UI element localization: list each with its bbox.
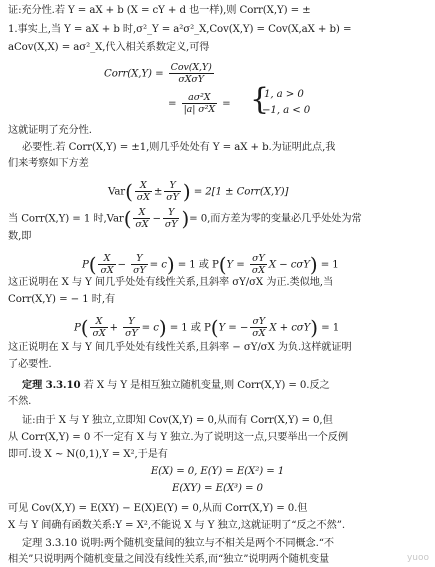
equation-corr-result: = $\frac{\text{aσ²X}}{\text{|a| σ²X}}$ = bbox=[168, 92, 231, 115]
eq5-frac2 bbox=[123, 316, 140, 339]
text-line-10-start: 当 Corr(X,Y) = 1 时,Var bbox=[8, 213, 124, 225]
equation-prob-negative: P( $\frac{X}{\sigma X}$ + $\frac{Y}{\sigma Y}$ = c) = 1 或 P(Y = − $\frac{\sigma Y}{\sigma X}$ X + cσY) = 1 bbox=[74, 315, 340, 340]
text-line-26: X 与 Y 间确有函数关系:Y = X²,不能说 X 与 Y 独立,这就证明了“反之不然”. bbox=[8, 520, 345, 531]
text-line-1: 证:充分性.若 Y = aX + b (X = cY + d 也一样),则 Corr(X,Y) = ± bbox=[8, 5, 311, 16]
theorem-line bbox=[22, 378, 330, 393]
text-line-25: 可见 Cov(X,Y) = E(XY) − E(X)E(Y) = 0,从而 Corr(X,Y) = 0.但 bbox=[8, 503, 308, 514]
equation-exy: E(XY) = E(X³) = 0 bbox=[172, 483, 263, 494]
equation-expectations: E(X) = 0, E(Y) = E(X²) = 1 bbox=[150, 466, 285, 477]
eq4-y: Y = bbox=[226, 259, 248, 271]
text-line-20: 证:由于 X 与 Y 独立,立即知 Cov(X,Y) = 0,从而有 Corr(X,Y) = 0,但 bbox=[22, 415, 333, 426]
text-line-3: aCov(X,X) = aσ²_X,代入相关系数定义,可得 bbox=[8, 42, 210, 53]
watermark: yuoo bbox=[406, 553, 429, 563]
eq5-eq-c: = c bbox=[141, 322, 159, 334]
eq5-frac1 bbox=[90, 316, 107, 339]
l10-frac1 bbox=[133, 207, 150, 230]
eq4-tail: X − cσY bbox=[268, 259, 310, 271]
eq3-frac2-den: σY bbox=[166, 192, 179, 203]
eq1-numerator: Cov(X,Y) bbox=[170, 62, 212, 73]
eq3-plusminus: ± bbox=[153, 186, 163, 198]
text-line-28: 相关”只说明两个随机变量之间没有线性关系,而“独立”说明两个随机变量 bbox=[8, 554, 330, 565]
equation-prob-positive: P( $\frac{X}{\sigma X}$ − $\frac{Y}{\sigma Y}$ = c) = 1 或 P(Y = $\frac{\sigma Y}{\sigma X}$ X − cσY) = 1 bbox=[82, 252, 339, 277]
eq3-frac2-num: Y bbox=[164, 180, 181, 192]
l10-frac2-den: σY bbox=[164, 219, 178, 230]
eq5-or: = 1 或 P bbox=[169, 322, 211, 334]
l10-frac2-num: Y bbox=[163, 207, 180, 219]
text-line-27: 定理 3.3.10 说明:两个随机变量间的独立与不相关是两个不同概念.“不 bbox=[22, 538, 334, 549]
eq3-frac2 bbox=[164, 180, 181, 203]
eq4-slope-num: σY bbox=[250, 253, 267, 265]
eq5-frac1-den: σX bbox=[92, 328, 106, 339]
eq4-slope-den: σX bbox=[251, 265, 265, 276]
eq5-frac1-num: X bbox=[90, 316, 107, 328]
text-line-2: 1.事实上,当 Y = aX + b 时,σ²_Y = a²σ²_X,Cov(X,Y) = Cov(X,aX + b) = bbox=[8, 24, 352, 35]
text-line-13: 这正说明在 X 与 Y 间几乎处处有线性关系,且斜率 σY/σX 为正.类似地,当 bbox=[8, 277, 334, 288]
text-line-7: 必要性.若 Corr(X,Y) = ±1,则几乎处处有 Y = aX + b.为证明此点,我 bbox=[22, 142, 336, 153]
eq4-p: P bbox=[82, 259, 89, 271]
eq3-frac1-den: σX bbox=[136, 192, 150, 203]
theorem-text: 若 X 与 Y 是相互独立随机变量,则 Corr(X,Y) = 0.反之 bbox=[80, 380, 330, 391]
equation-corr-definition bbox=[104, 62, 216, 85]
eq4-frac2-den: σY bbox=[133, 265, 146, 276]
eq2-numerator: aσ²X bbox=[182, 92, 217, 104]
eq2-denominator: |a| σ²X bbox=[183, 104, 216, 115]
eq3-rest: = 2[1 ± Corr(X,Y)] bbox=[193, 186, 289, 198]
eq2-equals: = bbox=[168, 98, 177, 110]
eq5-plus: + bbox=[109, 322, 122, 334]
text-line-22: 即可.设 X ~ N(0,1),Y = X²,于是有 bbox=[8, 449, 168, 460]
text-line-10: 当 Corr(X,Y) = 1 时,Var( $\frac{X}{\sigma X}$ − $\frac{Y}{\sigma Y}$ )= 0,而方差为零的变量必几乎处处为常 bbox=[8, 206, 362, 231]
eq5-y: Y = − bbox=[218, 322, 249, 334]
text-line-21: 从 Corr(X,Y) = 0 不一定有 X 与 Y 独立.为了说明这一点,只要举出一个反例 bbox=[8, 432, 348, 443]
eq5-slope bbox=[250, 316, 267, 339]
eq4-end: = 1 bbox=[320, 259, 339, 271]
eq5-end: = 1 bbox=[321, 322, 340, 334]
text-line-19: 不然. bbox=[8, 396, 32, 407]
eq4-eq-c: = c bbox=[149, 259, 167, 271]
text-line-16: 这正说明在 X 与 Y 间几乎处处有线性关系,且斜率 − σY/σX 为负.这样就证明 bbox=[8, 342, 352, 353]
eq3-frac1 bbox=[135, 180, 152, 203]
text-line-10-end: = 0,而方差为零的变量必几乎处处为常 bbox=[189, 213, 362, 225]
eq5-frac2-num: Y bbox=[123, 316, 140, 328]
eq5-frac2-den: σY bbox=[125, 328, 138, 339]
cases-brace: { bbox=[250, 82, 270, 117]
eq5-slope-den: σX bbox=[252, 328, 266, 339]
l10-frac1-den: σX bbox=[135, 219, 149, 230]
eq5-tail: X + cσY bbox=[269, 322, 311, 334]
eq4-frac1 bbox=[98, 253, 115, 276]
eq5-p: P bbox=[74, 322, 81, 334]
eq2-fraction bbox=[182, 92, 217, 115]
eq4-or: = 1 或 P bbox=[177, 259, 219, 271]
eq1-fraction bbox=[169, 62, 214, 85]
eq1-denominator: σXσY bbox=[178, 74, 204, 85]
eq5-slope-num: σY bbox=[250, 316, 267, 328]
text-line-14: Corr(X,Y) = − 1 时,有 bbox=[8, 294, 116, 305]
eq3-frac1-num: X bbox=[135, 180, 152, 192]
text-line-17: 了必要性. bbox=[8, 359, 52, 370]
text-line-8: 们来考察如下方差 bbox=[8, 158, 89, 169]
theorem-label: 定理 3.3.10 bbox=[22, 379, 81, 391]
eq4-frac2-num: Y bbox=[131, 253, 148, 265]
eq4-frac1-den: σX bbox=[100, 265, 114, 276]
eq4-minus: − bbox=[117, 259, 130, 271]
text-line-6: 这就证明了充分性. bbox=[8, 125, 92, 136]
eq4-slope bbox=[250, 253, 267, 276]
equation-variance: Var( $\frac{X}{\sigma X}$ ± $\frac{Y}{\sigma Y}$ ) = 2[1 ± Corr(X,Y)] bbox=[108, 179, 289, 204]
eq4-frac1-num: X bbox=[98, 253, 115, 265]
case-positive: 1, a > 0 bbox=[264, 89, 304, 100]
eq4-frac2 bbox=[131, 253, 148, 276]
l10-frac2 bbox=[163, 207, 180, 230]
eq1-lhs: Corr(X,Y) = bbox=[104, 68, 164, 80]
text-line-11: 数,即 bbox=[8, 231, 32, 242]
case-negative: −1, a < 0 bbox=[262, 105, 311, 116]
l10-frac1-num: X bbox=[133, 207, 150, 219]
eq3-var: Var bbox=[108, 186, 126, 198]
